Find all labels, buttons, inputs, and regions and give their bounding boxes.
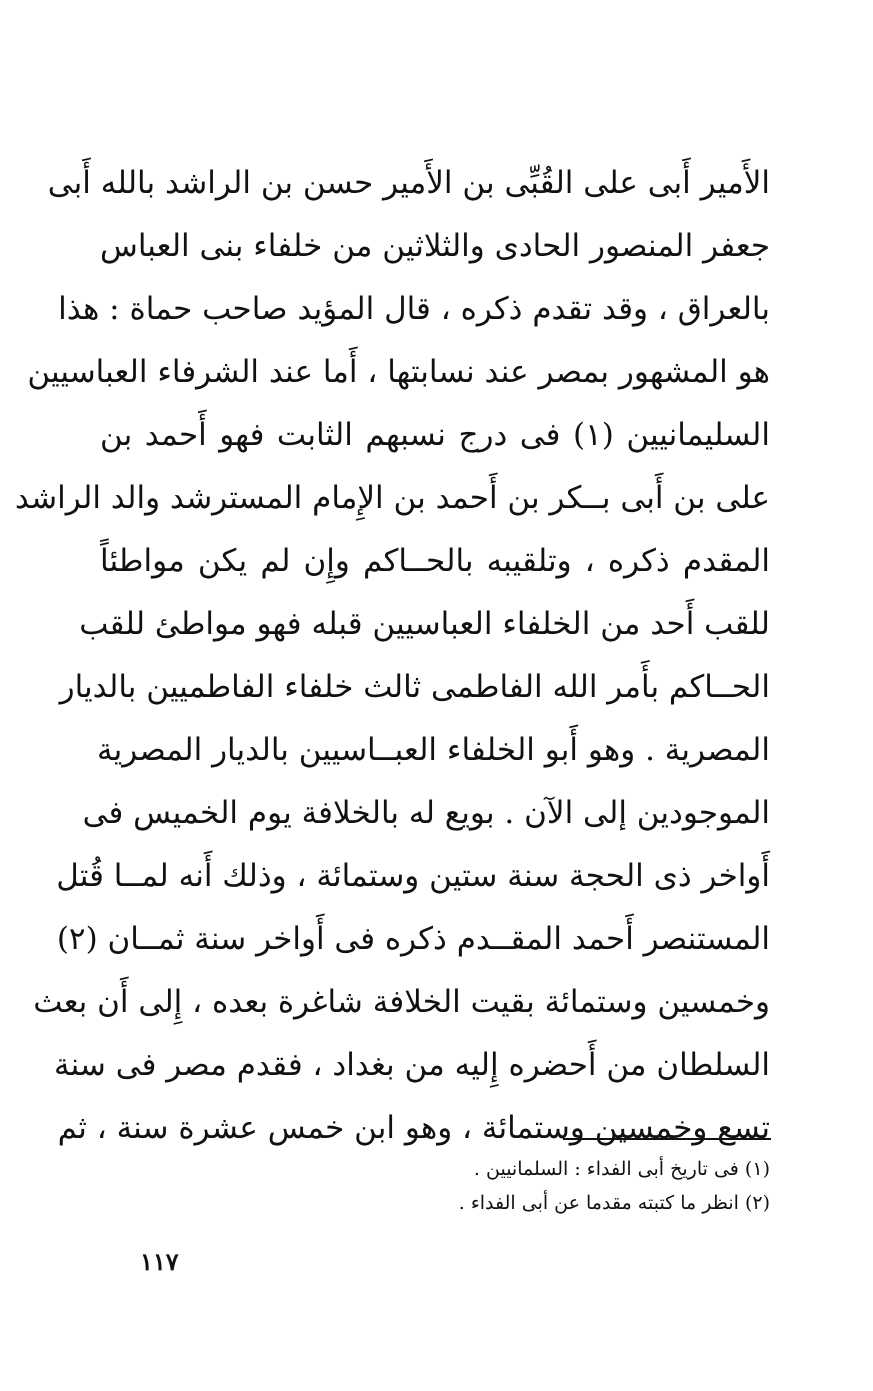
text-line: أَواخر ذى الحجة سنة ستين وستمائة ، وذلك أَنه لمــا قُتل — [56, 858, 770, 894]
text-line: على بن أَبى بــكر بن أَحمد بن الإِمام المسترشد والد الراشد — [14, 480, 770, 516]
text-line: وخمسين وستمائة بقيت الخلافة شاغرة بعده ، إِلى أَن بعث — [33, 984, 770, 1020]
footnote-2: (٢) انظر ما كتبته مقدما عن أبى الفداء . — [458, 1192, 770, 1214]
text-line: السليمانيين (١) فى درج نسبهم الثابت فهو أَحمد بن — [100, 417, 770, 453]
page-number: ١١٧ — [140, 1247, 179, 1276]
text-line: للقب أَحد من الخلفاء العباسيين قبله فهو مواطئ للقب — [79, 606, 770, 642]
text-line: الأَمير أَبى على القُبِّى بن الأَمير حسن بن الراشد بالله أَبى — [47, 165, 770, 201]
text-line: المستنصر أَحمد المقــدم ذكره فى أَواخر سنة ثمــان (٢) — [56, 921, 770, 957]
text-line: الموجودين إلى الآن . بويع له بالخلافة يوم الخميس فى — [82, 795, 770, 831]
text-line: هو المشهور بمصر عند نسابتها ، أَما عند الشرفاء العباسيين — [27, 354, 770, 390]
text-line: الحــاكم بأَمر الله الفاطمى ثالث خلفاء الفاطميين بالديار — [59, 669, 770, 705]
footnote-1: (١) فى تاريخ أبى الفداء : السلمانيين . — [473, 1158, 770, 1180]
text-line: بالعراق ، وقد تقدم ذكره ، قال المؤيد صاحب حماة : هذا — [58, 291, 770, 327]
text-line: السلطان من أَحضره إِليه من بغداد ، فقدم مصر فى سنة — [53, 1047, 770, 1083]
main-text-block — [14, 152, 770, 1160]
text-line: المقدم ذكره ، وتلقيبه بالحــاكم وإِن لم يكن مواطئاً — [100, 543, 770, 579]
text-line: جعفر المنصور الحادى والثلاثين من خلفاء بنى العباس — [100, 228, 770, 264]
text-line: تسع وخمسين وستمائة ، وهو ابن خمس عشرة سنة ، ثم — [57, 1110, 770, 1146]
footnotes-block — [300, 1152, 770, 1220]
footnote-divider — [563, 1138, 771, 1140]
text-line: المصرية . وهو أَبو الخلفاء العبــاسيين بالديار المصرية — [97, 732, 770, 768]
